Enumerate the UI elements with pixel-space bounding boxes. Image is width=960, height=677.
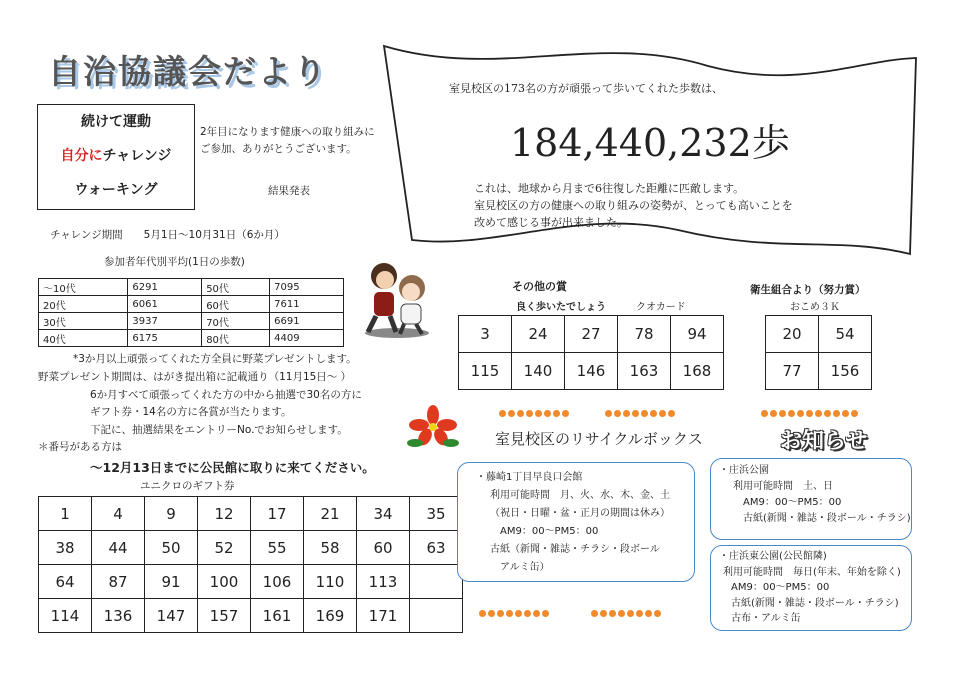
walking-people-illustration — [356, 254, 438, 340]
intro-line-2: ご参加、ありがとうございます。 — [200, 143, 357, 155]
uniqlo-table-row — [39, 531, 463, 565]
dot-divider-4 — [478, 602, 550, 621]
table-cell: 6691 — [270, 313, 344, 330]
other-prize-sub2: クオカード — [636, 302, 686, 313]
table-cell: 161 — [251, 599, 304, 633]
table-cell: 113 — [357, 565, 410, 599]
notice-2-title: ・庄浜東公園(公民館隣) — [719, 551, 827, 562]
age-table-row — [39, 313, 344, 330]
challenge-period: チャレンジ期間 5月1日～10月31日（6か月） — [50, 229, 285, 241]
table-cell: 9 — [145, 497, 198, 531]
table-cell: 70代 — [202, 313, 270, 330]
total-steps: 184,440,232歩 — [510, 121, 790, 165]
table-cell: 3937 — [128, 313, 202, 330]
table-cell: 60代 — [202, 296, 270, 313]
table-cell: 114 — [39, 599, 92, 633]
table-cell: 140 — [512, 353, 565, 390]
campaign-box — [37, 104, 195, 210]
notice-2-line-1: 利用可能時間 毎日(年末、年始を除く) — [723, 566, 901, 578]
table-cell: 64 — [39, 565, 92, 599]
table-cell: 54 — [819, 316, 872, 353]
note-6: ＊番号がある方は — [38, 441, 122, 453]
results-label: 結果発表 — [268, 185, 310, 197]
table-cell: 60 — [357, 531, 410, 565]
table-cell: 94 — [671, 316, 724, 353]
other-prize-table — [458, 315, 724, 390]
table-cell: 4 — [92, 497, 145, 531]
notice-2-line-4: 古布・アルミ缶 — [731, 613, 801, 624]
union-prize-row — [766, 353, 872, 390]
table-cell: 4409 — [270, 330, 344, 347]
table-cell: 6291 — [128, 279, 202, 296]
recycle-heading: 室見校区のリサイクルボックス — [495, 430, 703, 448]
table-cell: 168 — [671, 353, 724, 390]
other-prize-sub: 良く歩いたでしょう — [516, 302, 606, 313]
table-cell: 163 — [618, 353, 671, 390]
notice-box-1 — [710, 458, 912, 540]
notice-box-2 — [710, 545, 912, 631]
age-table-row — [39, 330, 344, 347]
page-title: 自治協議会だより — [48, 52, 328, 91]
dot-divider-1 — [498, 402, 570, 421]
table-cell: 44 — [92, 531, 145, 565]
recycle-line-1: 利用可能時間 月、火、水、木、金、土 — [490, 490, 670, 501]
note-2: 野菜プレゼント期間は、はがき提出箱に記載通り（11月15日～ ） — [38, 371, 352, 383]
age-average-table — [38, 278, 344, 347]
age-table-row — [39, 279, 344, 296]
banner-line-1: 室見校区の173名の方が頑張って歩いてくれた歩数は、 — [449, 82, 723, 95]
table-cell: 34 — [357, 497, 410, 531]
uniqlo-table-row — [39, 497, 463, 531]
table-cell: 35 — [410, 497, 463, 531]
uniqlo-label: ユニクロのギフト券 — [140, 480, 235, 492]
recycle-line-5: アルミ缶） — [500, 562, 550, 573]
table-cell: 40代 — [39, 330, 128, 347]
table-cell: 3 — [459, 316, 512, 353]
table-cell: 58 — [304, 531, 357, 565]
campaign-line-2 — [38, 139, 194, 173]
other-prize-row — [459, 353, 724, 390]
recycle-line-4: 古紙（新聞・雑誌・チラシ・段ボール — [490, 544, 660, 555]
table-cell: 6061 — [128, 296, 202, 313]
table-cell: 7095 — [270, 279, 344, 296]
note-4: ギフト券・14名の方に各賞が当たります。 — [90, 406, 292, 418]
table-cell: 17 — [251, 497, 304, 531]
notice-1-line-3: 古紙(新聞・雑誌・段ボール・チラシ) — [743, 513, 911, 524]
campaign-line-2-rest: チャレンジ — [102, 148, 172, 164]
table-cell: 146 — [565, 353, 618, 390]
notice-1-line-1: 利用可能時間 土、日 — [733, 481, 833, 492]
note-5: 下記に、抽選結果をエントリーNo.でお知らせします。 — [90, 424, 348, 436]
dot-divider-2 — [604, 402, 676, 421]
table-cell: 80代 — [202, 330, 270, 347]
table-cell: 169 — [304, 599, 357, 633]
table-cell: 171 — [357, 599, 410, 633]
campaign-line-1: 続けて運動 — [81, 114, 151, 130]
banner-body — [474, 180, 793, 231]
union-prize-heading: 衛生組合より（努力賞） — [750, 284, 866, 296]
table-cell — [410, 565, 463, 599]
note-1: *3か月以上頑張ってくれた方全員に野菜プレゼントします。 — [73, 353, 357, 365]
table-cell: 91 — [145, 565, 198, 599]
banner-line-3: 室見校区の方の健康への取り組みの姿勢が、とっても高いことを — [474, 199, 793, 212]
table-cell: 30代 — [39, 313, 128, 330]
table-cell: 106 — [251, 565, 304, 599]
campaign-line-2-red: 自分に — [60, 148, 103, 164]
table-cell: 147 — [145, 599, 198, 633]
note-3: 6か月すべて頑張ってくれた方の中から抽選で30名の方に — [90, 389, 362, 401]
table-cell: 27 — [565, 316, 618, 353]
table-cell: 115 — [459, 353, 512, 390]
poinsettia-icon — [407, 405, 459, 449]
table-cell: 110 — [304, 565, 357, 599]
notice-1-title: ・庄浜公園 — [719, 465, 769, 476]
table-cell: 87 — [92, 565, 145, 599]
table-cell — [410, 599, 463, 633]
uniqlo-table-row — [39, 599, 463, 633]
table-cell: 52 — [198, 531, 251, 565]
table-cell: 1 — [39, 497, 92, 531]
table-cell: 50代 — [202, 279, 270, 296]
table-cell: 38 — [39, 531, 92, 565]
table-cell: 156 — [819, 353, 872, 390]
table-cell: 157 — [198, 599, 251, 633]
uniqlo-winners-table — [38, 496, 463, 633]
table-cell: 20 — [766, 316, 819, 353]
notice-heading: お知らせ — [780, 429, 868, 454]
uniqlo-table-row — [39, 565, 463, 599]
table-cell: 7611 — [270, 296, 344, 313]
age-table-row — [39, 296, 344, 313]
notice-box-1-text — [719, 463, 911, 527]
dot-divider-5 — [590, 602, 662, 621]
recycle-line-3: AM9：00～PM5：00 — [500, 526, 599, 537]
table-cell: 136 — [92, 599, 145, 633]
recycle-place: ・藤崎1丁目早良口会館 — [476, 472, 583, 483]
table-cell: 21 — [304, 497, 357, 531]
notice-2-line-2: AM9：00～PM5：00 — [731, 582, 830, 593]
deadline-note: ～12月13日までに公民館に取りに来てください。 — [90, 460, 375, 475]
intro-text — [200, 124, 375, 158]
campaign-line-3: ウォーキング — [74, 182, 158, 198]
dot-divider-3 — [760, 402, 859, 421]
banner-line-4: 改めて感じる事が出来ました。 — [474, 216, 628, 229]
other-prize-row — [459, 316, 724, 353]
other-prize-heading: その他の賞 — [512, 280, 567, 293]
union-prize-sub: おこめ３Ｋ — [790, 302, 840, 313]
table-cell: 77 — [766, 353, 819, 390]
intro-line-1: 2年目になります健康への取り組みに — [200, 126, 375, 138]
table-cell: 78 — [618, 316, 671, 353]
recycle-box — [457, 462, 695, 582]
recycle-line-2: （祝日・日曜・盆・正月の期間は休み） — [490, 508, 670, 519]
banner-line-2: これは、地球から月まで6往復した距離に匹敵します。 — [474, 182, 745, 195]
table-cell: 6175 — [128, 330, 202, 347]
notice-1-line-2: AM9：00～PM5：00 — [743, 497, 842, 508]
table-cell: 63 — [410, 531, 463, 565]
table-cell: 55 — [251, 531, 304, 565]
table-cell: 20代 — [39, 296, 128, 313]
table-cell: 100 — [198, 565, 251, 599]
table-cell: 50 — [145, 531, 198, 565]
recycle-text — [476, 469, 670, 577]
notice-box-2-text — [719, 549, 901, 627]
table-cell: ～10代 — [39, 279, 128, 296]
table-cell: 12 — [198, 497, 251, 531]
table-cell: 24 — [512, 316, 565, 353]
notice-2-line-3: 古紙(新聞・雑誌・段ボール・チラシ) — [731, 597, 899, 609]
union-prize-row — [766, 316, 872, 353]
union-prize-table — [765, 315, 872, 390]
age-table-title: 参加者年代別平均(1日の歩数) — [104, 256, 245, 268]
